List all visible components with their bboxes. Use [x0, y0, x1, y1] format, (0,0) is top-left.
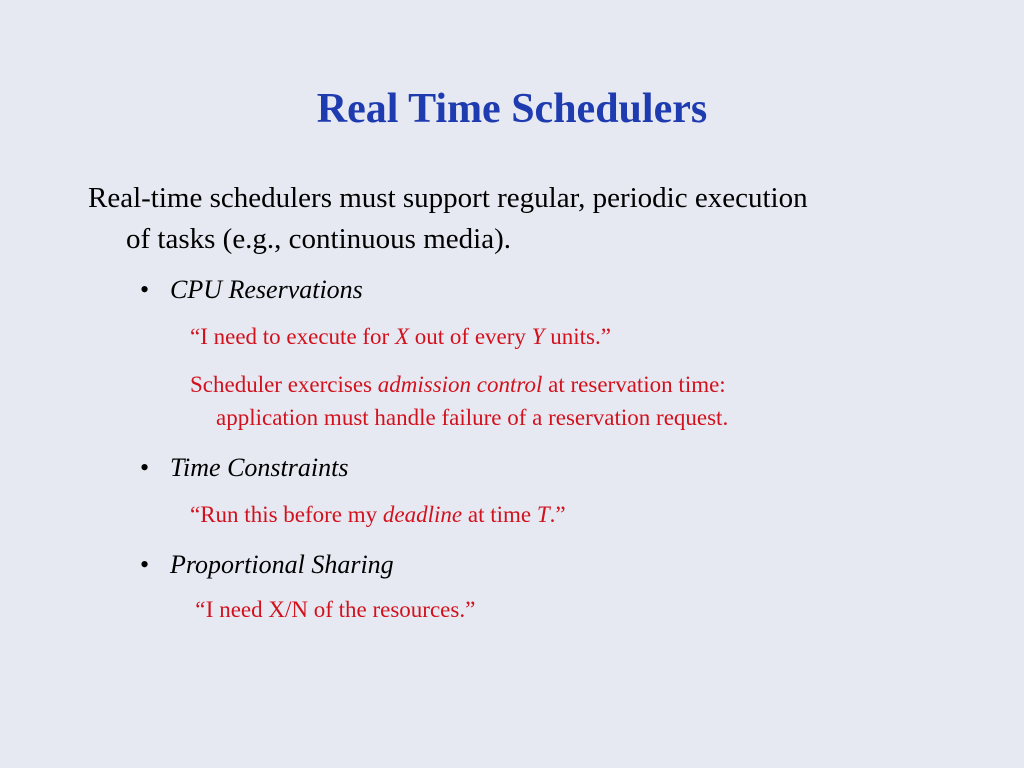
- intro-paragraph: [88, 178, 968, 260]
- slide-title: Real Time Schedulers: [316, 86, 708, 132]
- quote-text: “Run this before my: [190, 502, 383, 527]
- admission-control-note: [190, 368, 728, 434]
- quote-text: at time: [462, 502, 537, 527]
- cpu-quote: [190, 320, 611, 353]
- note-text: at reservation time:: [542, 372, 726, 397]
- quote-open-mark: “: [193, 597, 206, 622]
- bullet-dot: •: [140, 550, 150, 579]
- bullet-proportional-sharing: [140, 548, 394, 582]
- intro-line-2: of tasks (e.g., continuous media).: [126, 223, 511, 255]
- quote-text: out of every: [409, 324, 532, 349]
- bullet-dot: •: [140, 453, 150, 482]
- bullet-cpu-reservations: [140, 273, 363, 307]
- quote-emphasis: deadline: [382, 502, 463, 527]
- bullet-label: Proportional Sharing: [170, 550, 394, 579]
- quote-var-x: X: [394, 324, 410, 349]
- quote-text: I need X/N of the resources.”: [205, 597, 476, 622]
- resources-quote: [193, 593, 475, 626]
- bullet-dot: •: [140, 275, 150, 304]
- note-emphasis: admission control: [377, 372, 543, 397]
- quote-text: .”: [549, 502, 566, 527]
- note-continuation: application must handle failure of a reservation request.: [216, 405, 729, 430]
- deadline-quote: [190, 498, 566, 531]
- note-text: Scheduler exercises: [190, 372, 378, 397]
- bullet-label: CPU Reservations: [170, 275, 363, 304]
- quote-text: units.”: [544, 324, 611, 349]
- bullet-time-constraints: [140, 451, 348, 485]
- quote-var-y: Y: [531, 324, 545, 349]
- quote-var-t: T: [536, 502, 550, 527]
- quote-text: “I need to execute for: [190, 324, 395, 349]
- bullet-label: Time Constraints: [170, 453, 349, 482]
- intro-line-1: Real-time schedulers must support regular, periodic execution: [88, 182, 808, 214]
